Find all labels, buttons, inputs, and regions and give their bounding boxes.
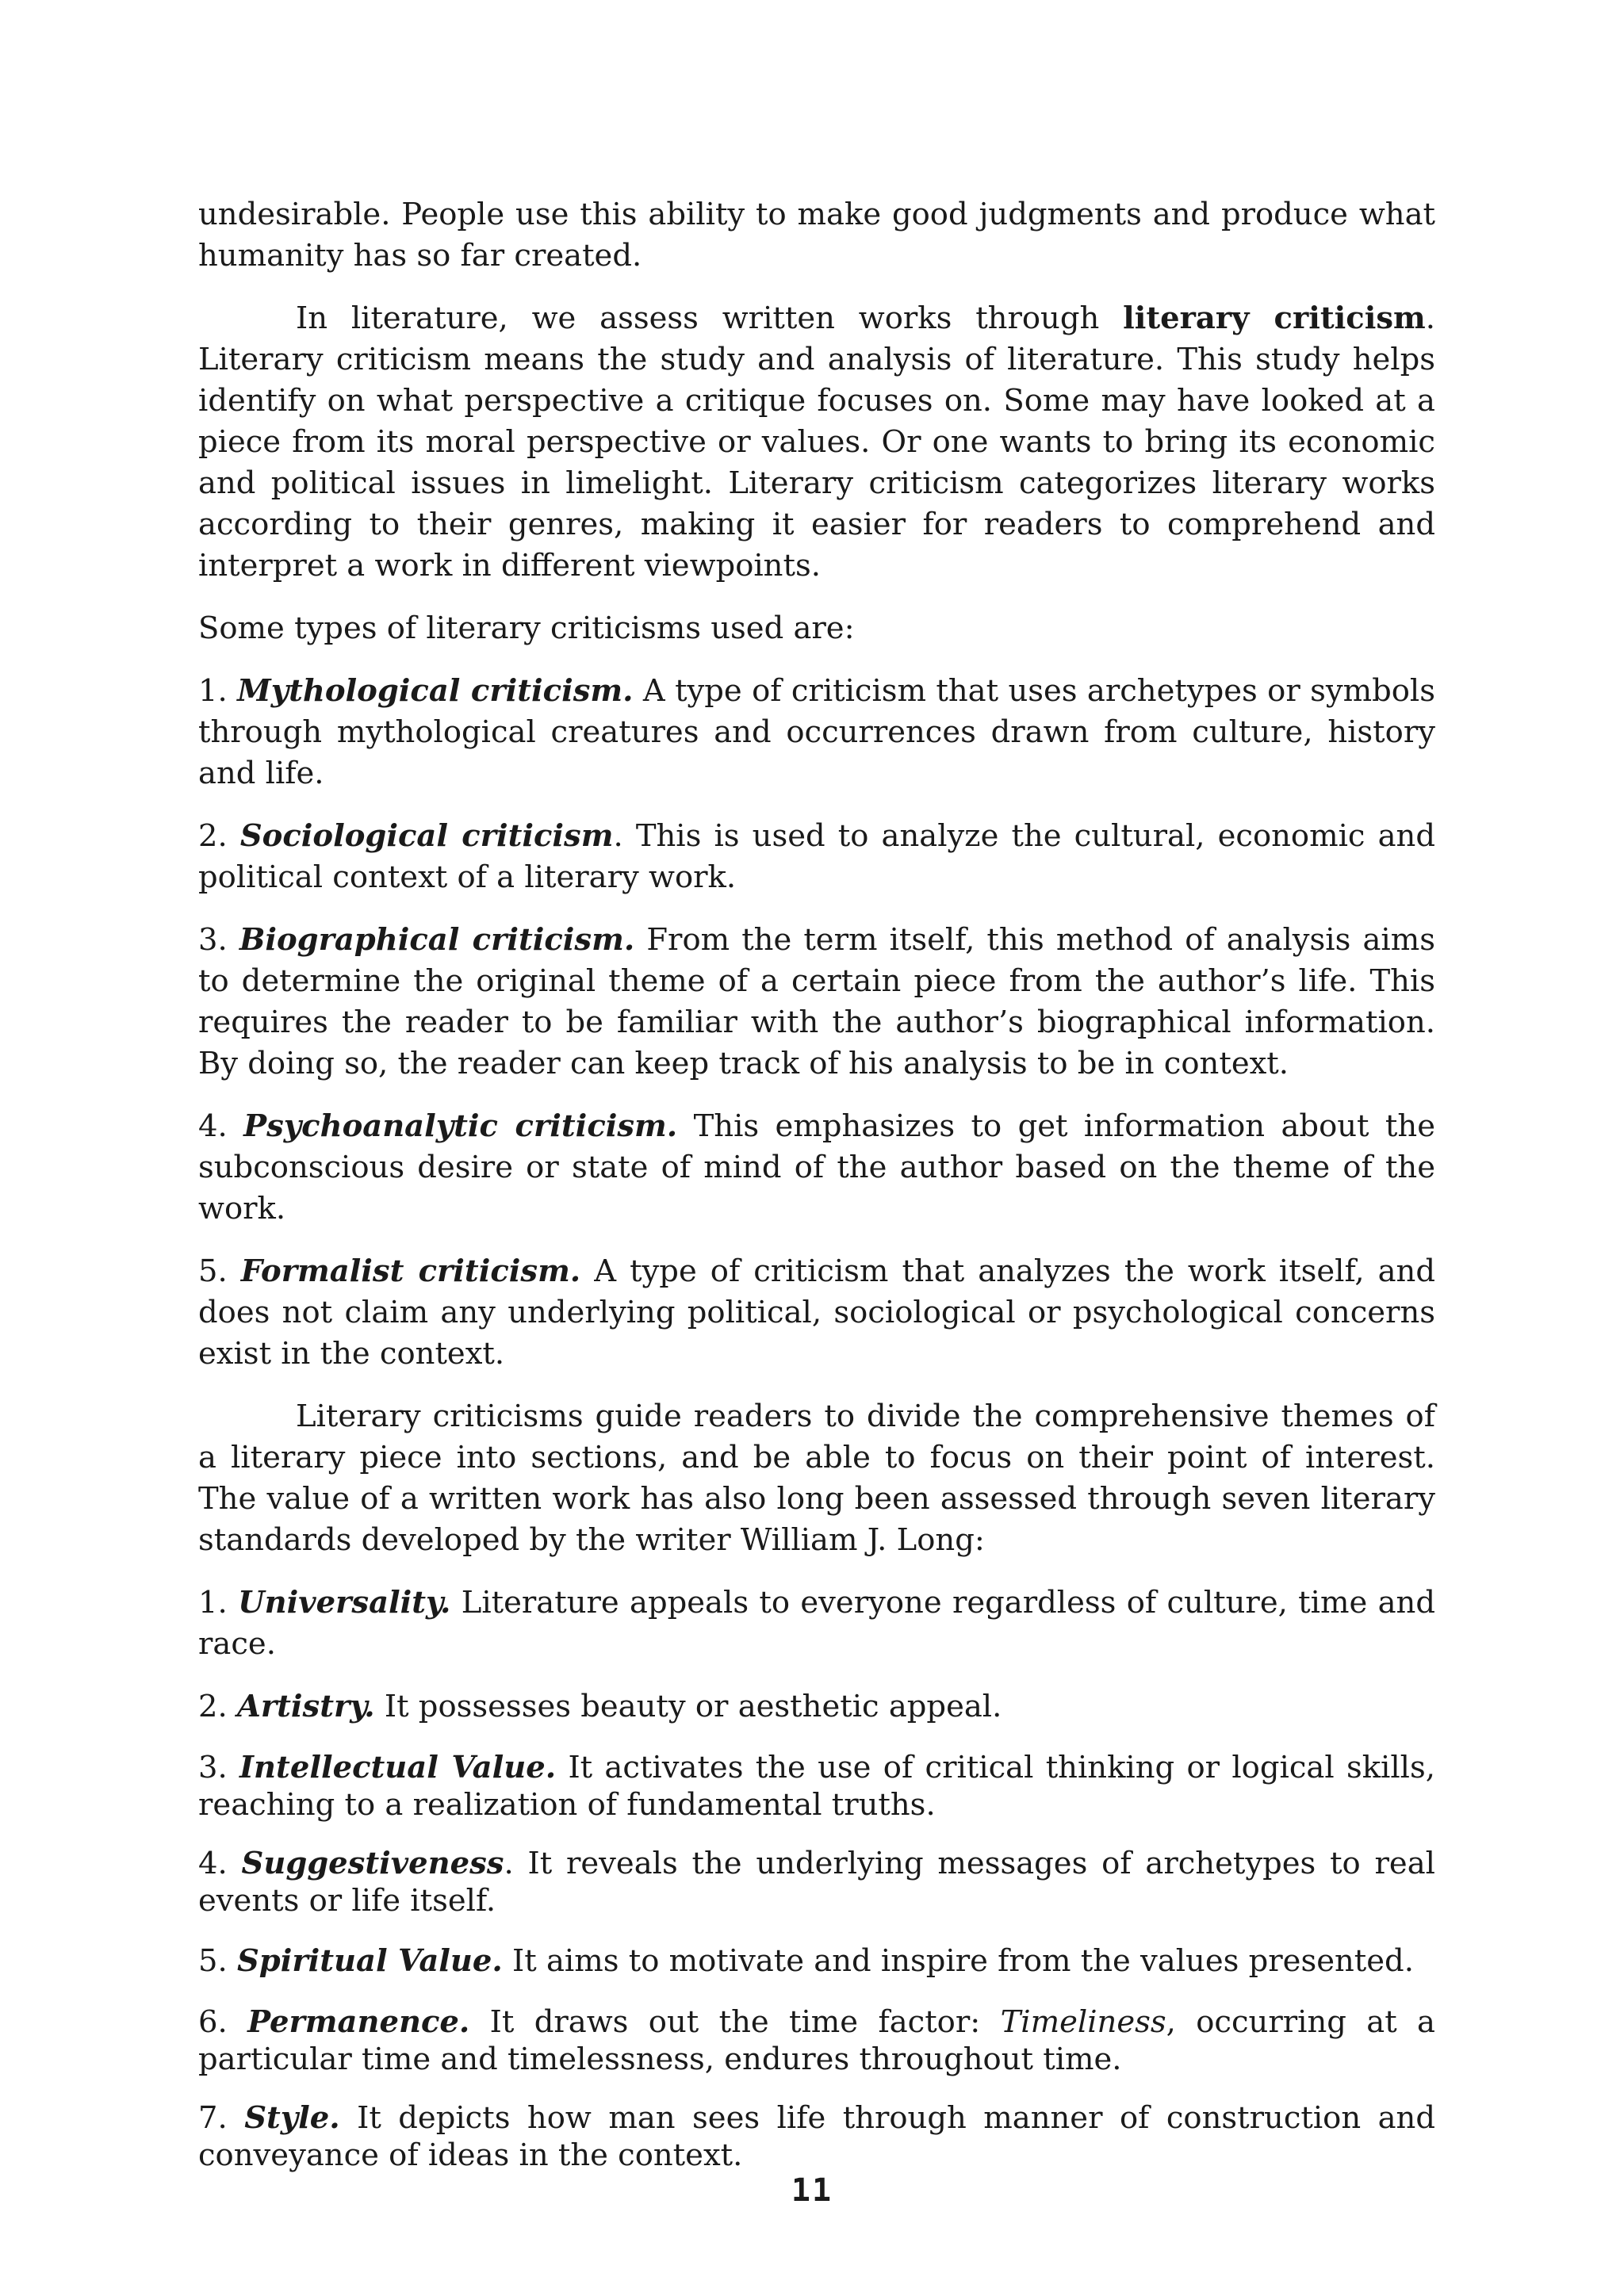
standard-item-suggestiveness [198,1845,1435,1919]
criticism-item-sociological [198,816,1435,898]
criticism-description: A type of criticism that uses archetypes or symbols through mythological creatures and occurrences drawn from culture, history and life. [198,673,1435,791]
standard-item-universality [198,1582,1435,1665]
standard-item-style [198,2099,1435,2174]
list-number: 7. [198,2100,245,2136]
criticism-term: Psychoanalytic criticism. [243,1108,678,1144]
intro-paragraph-2-pre: In literature, we assess written works through [296,300,1124,336]
standard-description: It possesses beauty or aesthetic appeal. [374,1689,1002,1724]
list-number: 3. [198,1750,240,1785]
standard-term: Permanence. [247,2004,470,2040]
list-number: 4. [198,1108,244,1144]
standard-description: Literature appeals to everyone regardless of culture, time and race. [198,1585,1435,1662]
standard-term: Universality. [238,1585,451,1621]
standards-intro-paragraph: Literary criticisms guide readers to divide the comprehensive themes of a literary piece into sections, and be able to focus on their point of interest. The value of a written work has also long been assessed through seven literary standards developed by the writer William J. Long: [198,1399,1435,1558]
list-number: 6. [198,2004,248,2040]
criticism-term: Formalist criticism. [240,1253,581,1289]
criticism-description: This emphasizes to get information about the subconscious desire or state of mind of the author based on the theme of the work. [198,1108,1435,1226]
page-number: 11 [791,2172,833,2209]
intro-paragraph-2-post: . Literary criticism means the study and analysis of literature. This study helps identify on what perspective a critique focuses on. Some may have looked at a piece from its moral perspective or values. Or one wants to bring its economic and political issues in limelight. Literary criticism categorizes literary works according to their genres, making it easier for readers to comprehend and interpret a work in different viewpoints. [198,300,1436,584]
list-number: 1. [198,673,238,709]
list-number: 3. [198,922,239,958]
criticism-description: From the term itself, this method of analysis aims to determine the original theme of a certain piece from the author’s life. This requires the reader to be familiar with the author’s biographical information. By doing so, the reader can keep track of his analysis to be in context. [198,922,1435,1081]
criticism-term: Biographical criticism. [239,922,635,958]
list-number: 2. [198,818,240,854]
criticism-item-mythological [198,671,1435,794]
literary-criticism-term: literary criticism [1123,300,1426,336]
standard-item-intellectual-value [198,1749,1435,1823]
standard-term: Spiritual Value. [236,1943,503,1979]
standard-item-spiritual-value [198,1941,1435,1982]
standard-description: It draws out the time factor: [469,2004,1001,2040]
criticism-term: Mythological criticism. [237,673,634,709]
standard-description: . It reveals the underlying messages of archetypes to real events or life itself. [198,1846,1435,1919]
list-number: 5. [198,1253,241,1289]
list-number: 2. [198,1689,237,1724]
standard-term: Style. [244,2100,340,2136]
page-body [198,194,1435,2195]
criticism-item-psychoanalytic [198,1106,1435,1230]
standard-description: It depicts how man sees life through manner of construction and conveyance of ideas in the context. [198,2100,1435,2173]
standard-description-continued: , occurring at a particular time and timelessness, endures throughout time. [198,2004,1435,2077]
list-number: 4. [198,1846,242,1881]
criticism-item-formalist [198,1251,1435,1375]
criticism-description: A type of criticism that analyzes the work itself, and does not claim any underlying political, sociological or psychological concerns exist in the context. [198,1253,1435,1372]
intro-paragraph-1: undesirable. People use this ability to make good judgments and produce what humanity has so far created. [198,197,1435,274]
criticism-list-intro: Some types of literary criticisms used are: [198,610,855,646]
standard-term: Suggestiveness [241,1846,504,1881]
list-number: 5. [198,1943,237,1979]
criticism-item-biographical [198,920,1435,1085]
standard-description: It aims to motivate and inspire from the values presented. [502,1943,1414,1979]
intro-paragraph-2 [198,298,1435,587]
list-number: 1. [198,1585,239,1621]
standard-description: It activates the use of critical thinking or logical skills, reaching to a realization of fundamental truths. [198,1750,1435,1823]
standard-item-artistry [198,1686,1435,1728]
timeliness-italic: Timeliness [1000,2004,1166,2040]
standard-term: Intellectual Value. [239,1750,557,1785]
criticism-term: Sociological criticism [239,818,614,854]
standard-term: Artistry. [236,1689,375,1724]
criticism-description: . This is used to analyze the cultural, economic and political context of a literary work. [198,818,1435,895]
standard-item-permanence [198,2003,1435,2078]
